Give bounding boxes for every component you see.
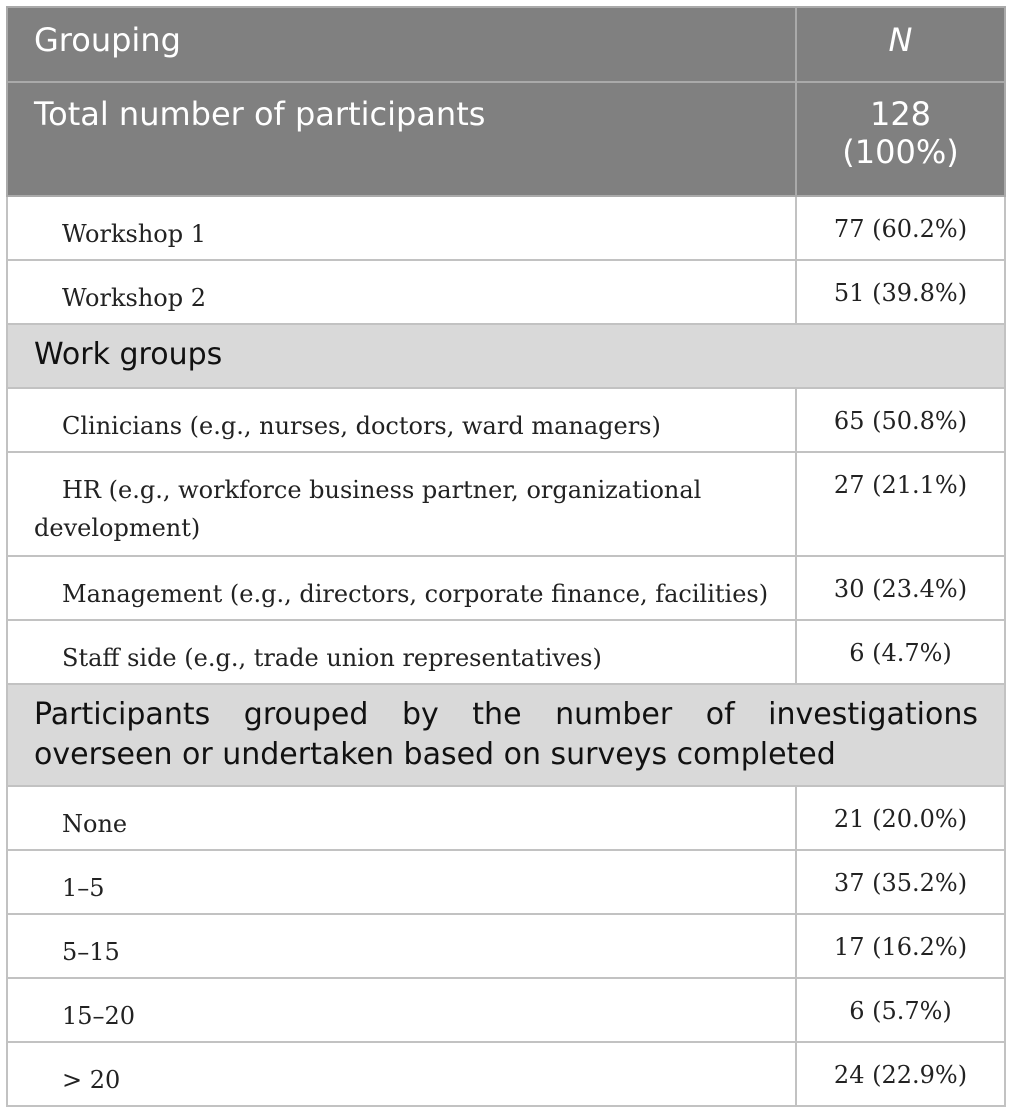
row-label: Clinicians (e.g., nurses, doctors, ward managers) (62, 412, 661, 440)
row-value: 27 (21.1%) (796, 452, 1005, 556)
table-row-none (7, 786, 1005, 850)
table-row-staff-side (7, 620, 1005, 684)
row-label: 5–15 (62, 938, 120, 966)
row-value: 65 (50.8%) (796, 388, 1005, 452)
row-value: 51 (39.8%) (796, 260, 1005, 324)
total-value (796, 82, 1005, 196)
total-row (7, 82, 1005, 196)
row-value: 6 (5.7%) (796, 978, 1005, 1042)
row-label: 1–5 (62, 874, 105, 902)
row-label: Staff side (e.g., trade union representatives) (62, 644, 602, 672)
row-label: Management (e.g., directors, corporate finance, facilities) (62, 580, 769, 608)
table-row-workshop-1 (7, 196, 1005, 260)
participants-table (6, 6, 1006, 1107)
total-value-count: 128 (869, 95, 932, 133)
row-value: 77 (60.2%) (796, 196, 1005, 260)
section-work-groups (7, 324, 1005, 388)
header-n: N (796, 7, 1005, 82)
table-row-over-20 (7, 1042, 1005, 1106)
table-row-workshop-2 (7, 260, 1005, 324)
table-row-hr (7, 452, 1005, 556)
row-value: 17 (16.2%) (796, 914, 1005, 978)
row-label: Workshop 2 (62, 284, 206, 312)
total-label: Total number of participants (7, 82, 796, 196)
section-heading: Participants grouped by the number of investigations overseen or undertaken based on surveys completed (7, 684, 1005, 786)
section-investigations (7, 684, 1005, 786)
table-row-clinicians (7, 388, 1005, 452)
header-grouping: Grouping (7, 7, 796, 82)
table-row-5-15 (7, 914, 1005, 978)
row-label: None (62, 810, 128, 838)
row-label: 15–20 (62, 1002, 136, 1030)
section-heading: Work groups (7, 324, 1005, 388)
row-value: 30 (23.4%) (796, 556, 1005, 620)
row-value: 21 (20.0%) (796, 786, 1005, 850)
table-row-management (7, 556, 1005, 620)
participants-table-container (6, 6, 1004, 1107)
row-label: > 20 (62, 1066, 121, 1094)
table-header-row (7, 7, 1005, 82)
row-label: Workshop 1 (62, 220, 206, 248)
row-value: 24 (22.9%) (796, 1042, 1005, 1106)
table-row-1-5 (7, 850, 1005, 914)
row-value: 37 (35.2%) (796, 850, 1005, 914)
row-label: HR (e.g., workforce business partner, organizational development) (34, 476, 702, 542)
table-row-15-20 (7, 978, 1005, 1042)
total-value-percent: (100%) (842, 133, 959, 171)
row-value: 6 (4.7%) (796, 620, 1005, 684)
